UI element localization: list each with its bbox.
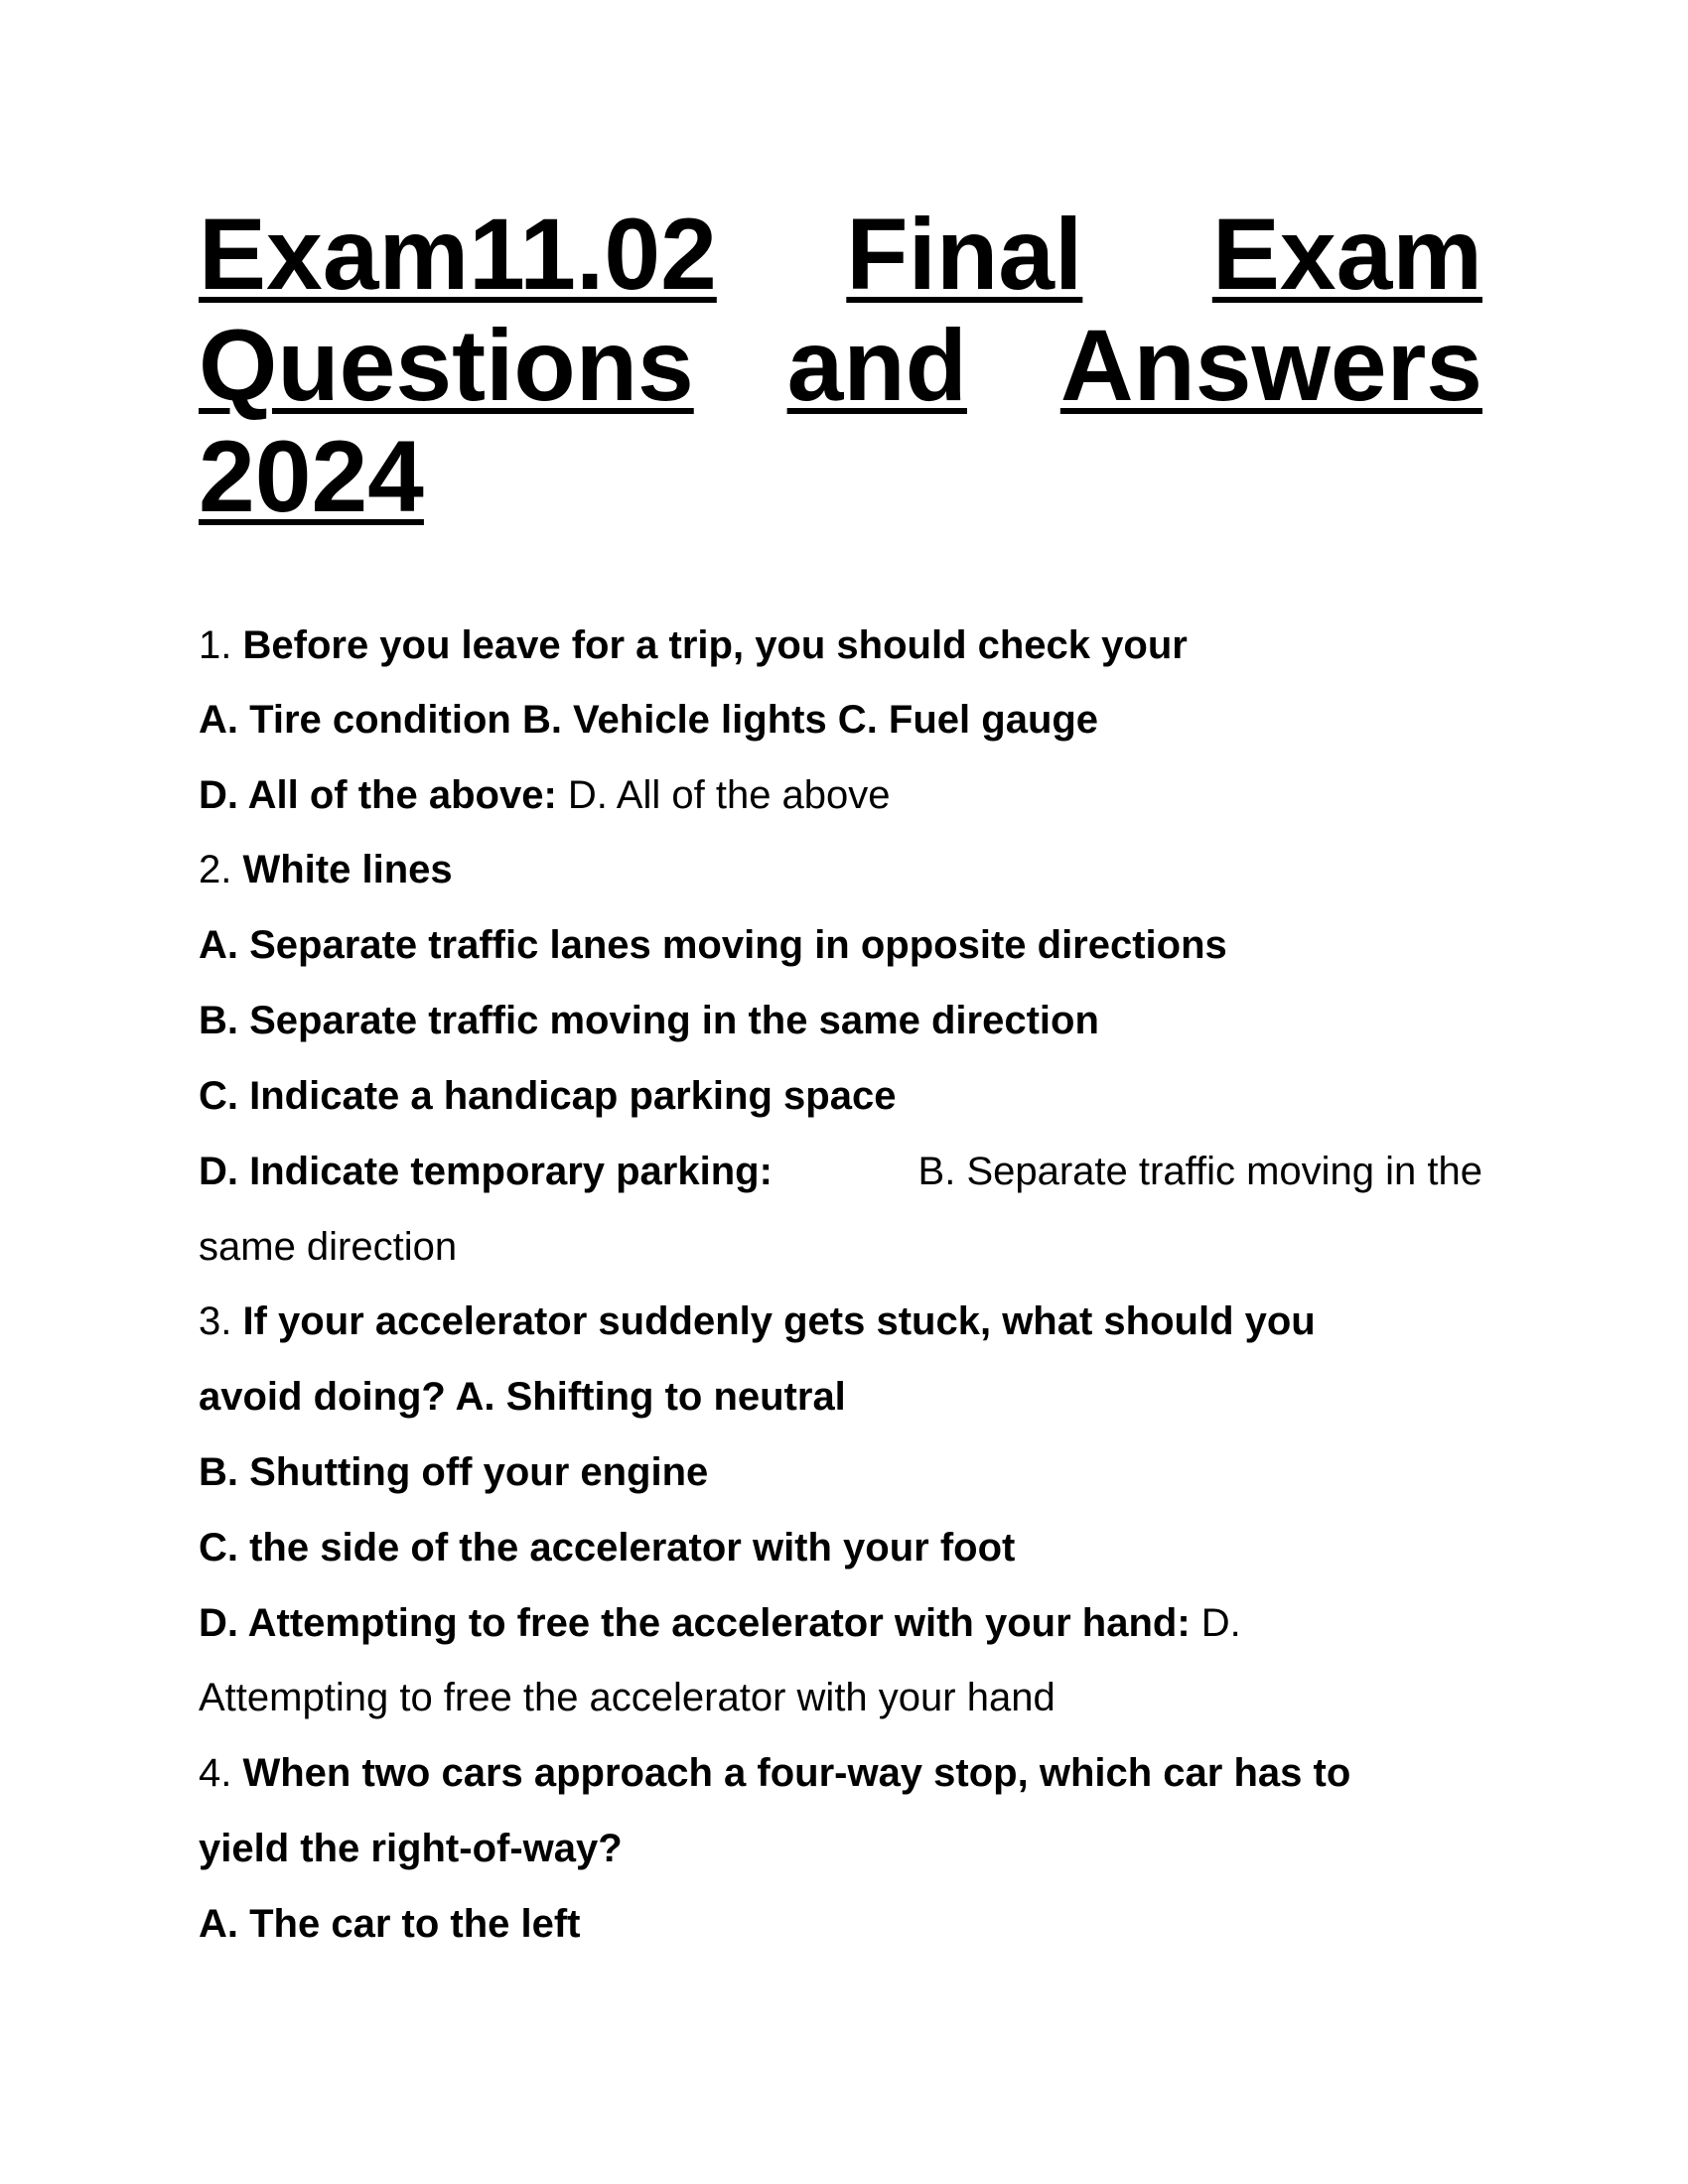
question-2-option-c: C. Indicate a handicap parking space	[199, 1074, 897, 1118]
title-word: Exam	[1211, 198, 1482, 311]
question-3-stem-line-2: avoid doing? A. Shifting to neutral	[199, 1375, 846, 1419]
question-text: If your accelerator suddenly gets stuck, what should you	[242, 1299, 1316, 1343]
question-2-stem	[199, 846, 453, 893]
question-2-option-b: B. Separate traffic moving in the same direction	[199, 999, 1099, 1042]
option-d: D. Indicate temporary parking:	[199, 1150, 773, 1193]
answer-text: D.	[1200, 1601, 1241, 1645]
question-4-option-a: A. The car to the left	[199, 1902, 581, 1946]
option-d: D. All of the above:	[199, 773, 557, 817]
title-word: and	[786, 309, 967, 422]
question-text: White lines	[242, 848, 453, 891]
question-4-stem-line-2: yield the right-of-way?	[199, 1827, 623, 1870]
answer-text: D. All of the above	[567, 773, 891, 817]
question-number: 2.	[199, 848, 232, 891]
question-1-options: A. Tire condition B. Vehicle lights C. Fuel gauge	[199, 698, 1099, 742]
question-3-stem-line-1	[199, 1297, 1316, 1345]
question-text: Before you leave for a trip, you should check your	[242, 623, 1188, 667]
question-number: 1.	[199, 623, 232, 667]
question-3-option-b: B. Shutting off your engine	[199, 1450, 709, 1494]
title-word: 2024	[199, 420, 424, 533]
question-2-option-a: A. Separate traffic lanes moving in opposite directions	[199, 923, 1227, 967]
option-d: D. Attempting to free the accelerator with your hand:	[199, 1601, 1191, 1645]
title-word: Exam11.02	[199, 198, 717, 311]
question-2-answer-continued: same direction	[199, 1225, 458, 1269]
answer-text: B. Separate traffic moving in the	[917, 1150, 1482, 1193]
question-3-answer-continued: Attempting to free the accelerator with your hand	[199, 1676, 1055, 1719]
question-text: When two cars approach a four-way stop, which car has to	[242, 1751, 1351, 1795]
title-line-2	[199, 310, 1482, 421]
question-2-option-d-line	[199, 1148, 1482, 1195]
question-3-option-c: C. the side of the accelerator with your foot	[199, 1526, 1016, 1570]
question-3-option-d-line	[199, 1599, 1241, 1647]
title-word: Answers	[1059, 309, 1482, 422]
question-1-answer-line	[199, 771, 891, 819]
question-number: 3.	[199, 1299, 232, 1343]
page-title	[199, 199, 1482, 532]
question-1-stem	[199, 621, 1188, 669]
title-word: Final	[846, 198, 1083, 311]
title-line-1	[199, 199, 1482, 310]
title-line-3	[199, 421, 1482, 532]
title-word: Questions	[199, 309, 694, 422]
question-4-stem-line-1	[199, 1749, 1350, 1797]
question-number: 4.	[199, 1751, 232, 1795]
